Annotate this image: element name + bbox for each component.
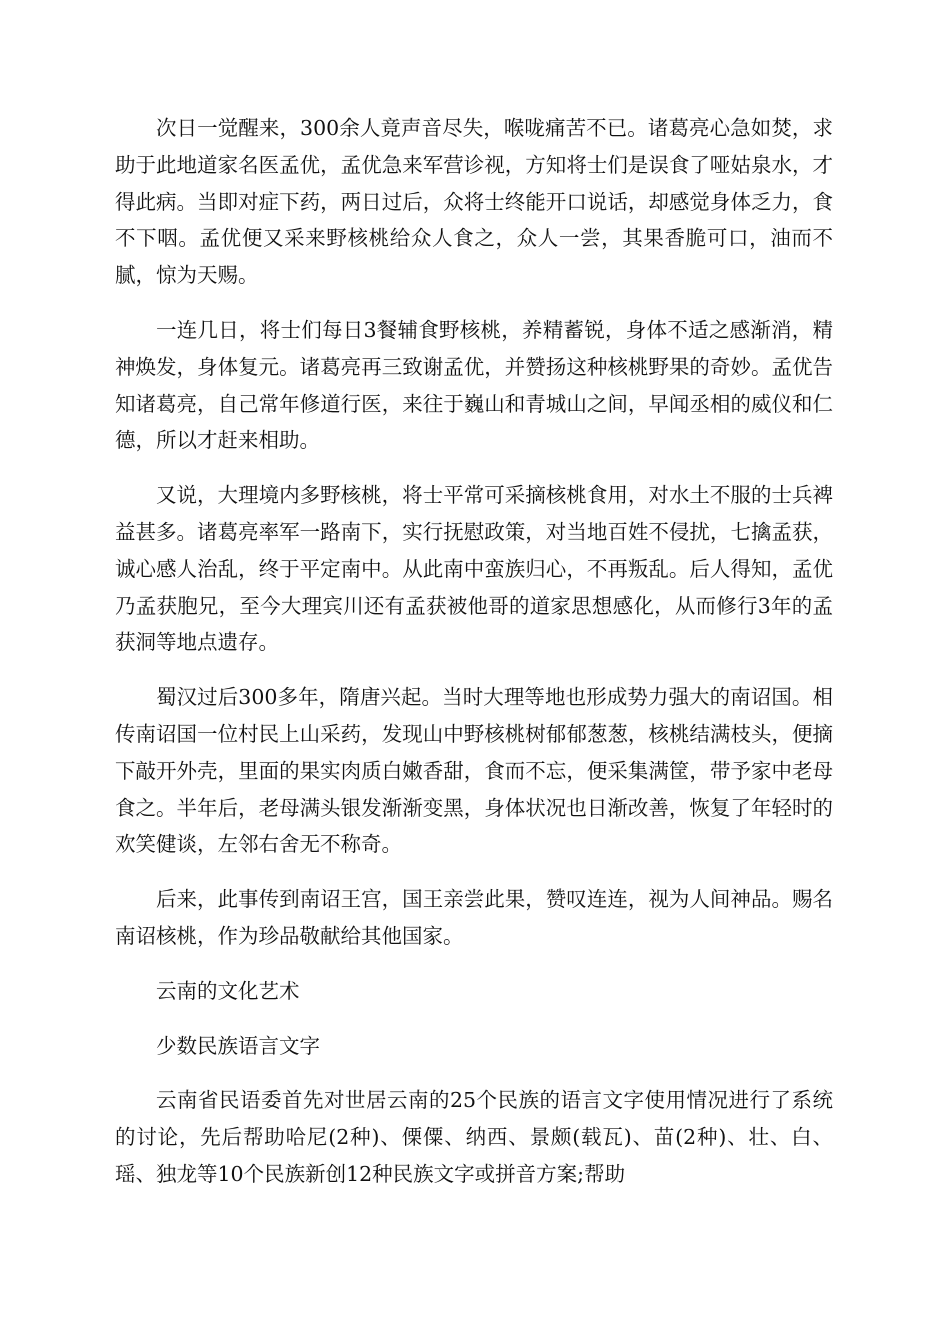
document-page (115, 110, 833, 1211)
section-heading-languages: 少数民族语言文字 (156, 1033, 320, 1058)
paragraph-3: 又说，大理境内多野核桃，将士平常可采摘核桃食用，对水土不服的士兵裨益甚多。诸葛亮率军一路南下，实行抚慰政策，对当地百姓不侵扰，七擒孟获，诚心感人治乱，终于平定南中。从此南中蛮族归心，不再叛乱。后人得知，孟优乃孟获胞兄，至今大理宾川还有孟获被他哥的道家思想感化，从而修行3年的孟获洞等地点遗存。 (115, 483, 833, 655)
paragraph-final: 云南省民语委首先对世居云南的25个民族的语言文字使用情况进行了系统的讨论，先后帮助哈尼(2种)、傈僳、纳西、景颇(载瓦)、苗(2种)、壮、白、瑶、独龙等10个民族新创12种民族文字或拼音方案;帮助 (115, 1088, 833, 1186)
paragraph-1: 次日一觉醒来，300余人竟声音尽失，喉咙痛苦不已。诸葛亮心急如焚，求助于此地道家名医孟优，孟优急来军营诊视，方知将士们是误食了哑姑泉水，才得此病。当即对症下药，两日过后，众将士终能开口说话，却感觉身体乏力，食不下咽。孟优便又采来野核桃给众人食之，众人一尝，其果香脆可口，油而不腻，惊为天赐。 (115, 116, 833, 288)
paragraph-2: 一连几日，将士们每日3餐辅食野核桃，养精蓄锐，身体不适之感渐消，精神焕发，身体复元。诸葛亮再三致谢孟优，并赞扬这种核桃野果的奇妙。孟优告知诸葛亮，自己常年修道行医，来往于巍山和青城山之间，早闻丞相的威仪和仁德，所以才赶来相助。 (115, 317, 833, 453)
paragraph-4: 蜀汉过后300多年，隋唐兴起。当时大理等地也形成势力强大的南诏国。相传南诏国一位村民上山采药，发现山中野核桃树郁郁葱葱，核桃结满枝头，便摘下敲开外壳，里面的果实肉质白嫩香甜，食而不忘，便采集满筐，带予家中老母食之。半年后，老母满头银发渐渐变黑，身体状况也日渐改善，恢复了年轻时的欢笑健谈，左邻右舍无不称奇。 (115, 685, 833, 857)
paragraph-5: 后来，此事传到南诏王宫，国王亲尝此果，赞叹连连，视为人间神品。赐名南诏核桃，作为珍品敬献给其他国家。 (115, 887, 833, 948)
section-heading-culture: 云南的文化艺术 (156, 978, 300, 1003)
